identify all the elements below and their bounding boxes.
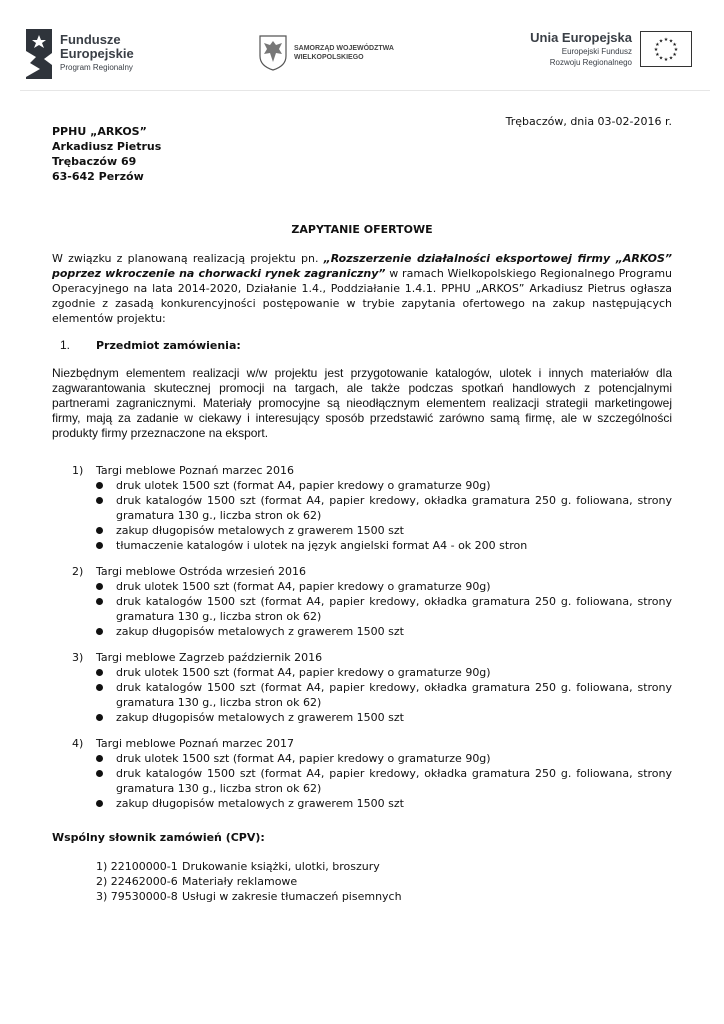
eu-star-icon: ★ [663,37,669,43]
list-item: druk katalogów 1500 szt (format A4, papier kredowy, okładka gramatura 250 g. foliowana, strony gramatura 130 g., liczba stron ok 62) [96,766,672,796]
eu-star-icon: ★ [672,52,677,58]
fair-title: Targi meblowe Ostróda wrzesień 2016 [96,565,307,578]
eagle-crest-icon [258,34,288,72]
list-item: zakup długopisów metalowych z grawerem 1500 szt [96,624,672,639]
eu-star-icon: ★ [653,47,659,53]
cpv-row [96,889,402,904]
wlkp-logo-line2: WIELKOPOLSKIEGO [294,54,364,61]
eu-star-icon: ★ [655,42,660,48]
fair-title: Targi meblowe Zagrzeb październik 2016 [96,651,323,664]
section-number: 1. [60,338,71,352]
fair-section [52,463,672,553]
intro-post: w ramach Wielkopolskiego Regionalnego Programu Operacyjnego na lata 2014-2020, Działanie 1.4., Poddziałanie 1.4.1. PPHU „ARKOS” Arkadiusz Pietrus ogłasza zgodnie z zasadą konkurencyjności postępowanie w trybie zapytania ofertowego na zakup następujących elementów projektu: [52,267,673,325]
eu-star-icon: ★ [673,47,679,53]
fair-number: 2) [72,565,84,578]
unia-europejska-logo [530,30,692,68]
eu-star-icon: ★ [668,55,674,62]
ue-logo-line2: Europejski Fundusz [561,47,632,56]
list-item: zakup długopisów metalowych z grawerem 1500 szt [96,796,672,811]
cpv-row [96,859,402,874]
cpv-code: 3) 79530000-8 [96,890,178,903]
eu-star-icon: ★ [668,38,674,45]
list-item: zakup długopisów metalowych z grawerem 1500 szt [96,710,672,725]
cpv-code: 2) 22462000-6 [96,875,178,888]
fair-number: 4) [72,737,84,750]
fe-logo-line1: Fundusze [60,32,121,47]
fundusze-europejskie-logo [26,28,134,80]
intro-pre: W związku z planowaną realizacją projektu pn. [52,252,324,265]
project-name: „Rozszerzenie działalności eksportowej firmy „ARKOS” poprzez wkroczenie na chorwacki rynek zagraniczny” [52,252,672,280]
fair-heading [52,736,672,751]
fair-section [52,650,672,725]
cpv-row [96,874,402,889]
fair-heading [52,463,672,478]
fair-items-list [52,478,672,553]
fairs-list [52,463,672,822]
list-item: druk ulotek 1500 szt (format A4, papier kredowy o gramaturze 90g) [96,665,672,680]
fair-heading [52,564,672,579]
cpv-heading: Wspólny słownik zamówień (CPV): [52,831,265,844]
eu-star-icon: ★ [672,42,677,48]
description-paragraph: Niezbędnym elementem realizacji w/w projektu jest przygotowanie katalogów, ulotek i innych materiałów dla zagwarantowania skutecznej promocji na targach, ale także podczas spotkań handlowych z potencjalnymi partnerami zagranicznymi. Materiały promocyjne są nieodłącznym elementem realizacji strategii marketingowej firmy, mają za zadanie w ciekawy i interesujący sposób przedstawić zarówno samą firmę, ale w szczególności produkty firmy przeznaczone na eksport. [52,366,672,440]
ue-logo-line3: Rozwoju Regionalnego [549,58,632,67]
document-date: Trębaczów, dnia 03-02-2016 r. [505,115,672,128]
fe-logo-line2: Europejskie [60,46,134,61]
wlkp-logo-line1: SAMORZĄD WOJEWÓDZTWA [294,45,394,52]
cpv-description: Usługi w zakresie tłumaczeń pisemnych [182,890,402,903]
list-item: zakup długopisów metalowych z grawerem 1500 szt [96,523,672,538]
fe-logo-line3: Program Regionalny [60,63,133,72]
address-line: PPHU „ARKOS” [52,125,147,138]
address-line: Arkadiusz Pietrus [52,140,162,153]
eu-star-icon: ★ [658,38,664,45]
eu-star-icon: ★ [655,52,660,58]
cpv-description: Drukowanie książki, ulotki, broszury [182,860,380,873]
ue-logo-line1: Unia Europejska [530,30,632,45]
fair-section [52,736,672,811]
cpv-list [96,859,402,904]
document-title: ZAPYTANIE OFERTOWE [291,223,433,236]
fundusze-europejskie-icon [26,29,52,79]
fair-items-list [52,665,672,725]
section-heading [60,338,241,352]
fair-heading [52,650,672,665]
cpv-description: Materiały reklamowe [182,875,298,888]
fair-title: Targi meblowe Poznań marzec 2017 [96,737,294,750]
eu-flag-icon [640,31,692,67]
list-item: druk katalogów 1500 szt (format A4, papier kredowy, okładka gramatura 250 g. foliowana, strony gramatura 130 g., liczba stron ok 62) [96,680,672,710]
cpv-code: 1) 22100000-1 [96,860,178,873]
eu-star-icon: ★ [658,55,664,62]
fair-number: 1) [72,464,84,477]
address-line: 63-642 Perzów [52,170,144,183]
fair-items-list [52,751,672,811]
list-item: tłumaczenie katalogów i ulotek na język angielski format A4 - ok 200 stron [96,538,672,553]
list-item: druk ulotek 1500 szt (format A4, papier kredowy o gramaturze 90g) [96,478,672,493]
list-item: druk ulotek 1500 szt (format A4, papier kredowy o gramaturze 90g) [96,751,672,766]
list-item: druk ulotek 1500 szt (format A4, papier kredowy o gramaturze 90g) [96,579,672,594]
fair-title: Targi meblowe Poznań marzec 2016 [96,464,294,477]
sender-address [52,124,161,184]
list-item: druk katalogów 1500 szt (format A4, papier kredowy, okładka gramatura 250 g. foliowana, strony gramatura 130 g., liczba stron ok 62) [96,594,672,624]
list-item: druk katalogów 1500 szt (format A4, papier kredowy, okładka gramatura 250 g. foliowana, strony gramatura 130 g., liczba stron ok 62) [96,493,672,523]
section-title: Przedmiot zamówienia: [96,339,241,352]
logo-header [20,18,710,91]
address-line: Trębaczów 69 [52,155,137,168]
samorzad-wielkopolski-logo [258,34,394,72]
fair-items-list [52,579,672,639]
eu-star-icon: ★ [663,57,669,63]
intro-paragraph [52,251,672,326]
fair-number: 3) [72,651,84,664]
fair-section [52,564,672,639]
